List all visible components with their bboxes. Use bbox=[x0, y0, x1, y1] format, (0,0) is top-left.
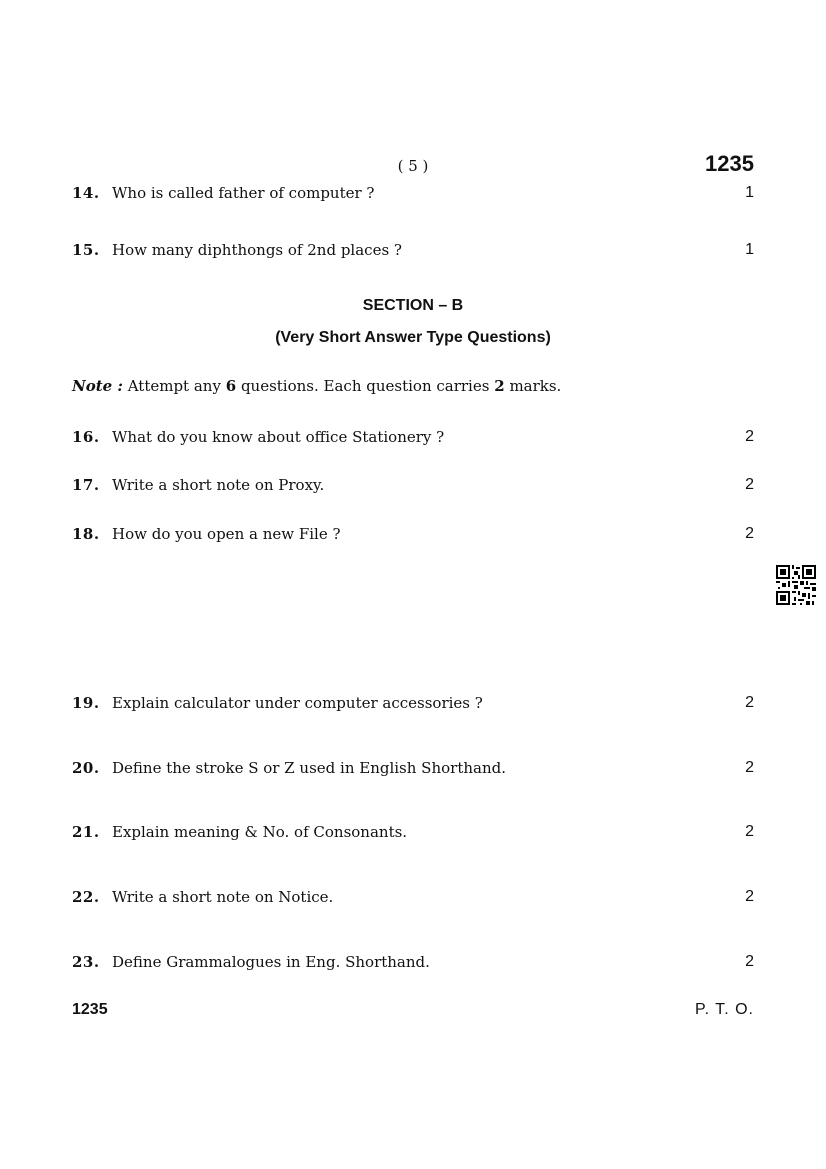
note bbox=[72, 377, 561, 395]
section-title: SECTION – B bbox=[362, 297, 464, 314]
question-number: 14. bbox=[72, 184, 100, 202]
question-15 bbox=[72, 239, 754, 261]
question-14 bbox=[72, 182, 754, 204]
question-marks: 2 bbox=[745, 953, 754, 970]
question-number: 21. bbox=[72, 823, 100, 841]
question-text: Define Grammalogues in Eng. Shorthand. bbox=[112, 953, 430, 971]
note-post: marks. bbox=[509, 377, 562, 395]
section-subtitle: (Very Short Answer Type Questions) bbox=[275, 329, 551, 346]
question-text: What do you know about office Stationery ? bbox=[112, 428, 445, 446]
qr-code-icon bbox=[776, 565, 816, 605]
question-marks: 1 bbox=[745, 241, 754, 258]
question-number: 15. bbox=[72, 241, 100, 259]
question-number: 23. bbox=[72, 953, 100, 971]
question-number: 17. bbox=[72, 476, 100, 494]
question-marks: 1 bbox=[745, 184, 754, 201]
question-16 bbox=[72, 426, 754, 448]
question-marks: 2 bbox=[745, 694, 754, 711]
paper-code-header: 1235 bbox=[705, 151, 754, 176]
note-mid: questions. Each question carries bbox=[240, 377, 490, 395]
question-21 bbox=[72, 821, 754, 843]
question-text: Define the stroke S or Z used in English Shorthand. bbox=[112, 759, 506, 777]
question-marks: 2 bbox=[745, 759, 754, 776]
question-marks: 2 bbox=[745, 823, 754, 840]
question-number: 18. bbox=[72, 525, 100, 543]
question-text: How do you open a new File ? bbox=[112, 525, 341, 543]
question-number: 20. bbox=[72, 759, 100, 777]
note-marks: 2 bbox=[494, 377, 505, 395]
question-text: Explain calculator under computer accessories ? bbox=[112, 694, 483, 712]
note-pre: Attempt any bbox=[127, 377, 221, 395]
question-marks: 2 bbox=[745, 476, 754, 493]
question-marks: 2 bbox=[745, 888, 754, 905]
question-marks: 2 bbox=[745, 428, 754, 445]
pto-label: P. T. O. bbox=[695, 1001, 754, 1018]
question-18 bbox=[72, 523, 754, 545]
question-20 bbox=[72, 757, 754, 779]
question-text: Explain meaning & No. of Consonants. bbox=[112, 823, 408, 841]
page-number: ( 5 ) bbox=[397, 157, 429, 175]
question-text: Who is called father of computer ? bbox=[112, 184, 375, 202]
question-19 bbox=[72, 692, 754, 714]
question-number: 16. bbox=[72, 428, 100, 446]
paper-code-footer: 1235 bbox=[72, 1001, 108, 1018]
note-label: Note : bbox=[72, 377, 123, 395]
question-22 bbox=[72, 886, 754, 908]
question-text: Write a short note on Proxy. bbox=[112, 476, 325, 494]
question-17 bbox=[72, 474, 754, 496]
question-number: 22. bbox=[72, 888, 100, 906]
question-marks: 2 bbox=[745, 525, 754, 542]
question-number: 19. bbox=[72, 694, 100, 712]
note-count: 6 bbox=[225, 377, 237, 395]
question-text: Write a short note on Notice. bbox=[112, 888, 334, 906]
question-23 bbox=[72, 951, 754, 973]
question-text: How many diphthongs of 2nd places ? bbox=[112, 241, 402, 259]
